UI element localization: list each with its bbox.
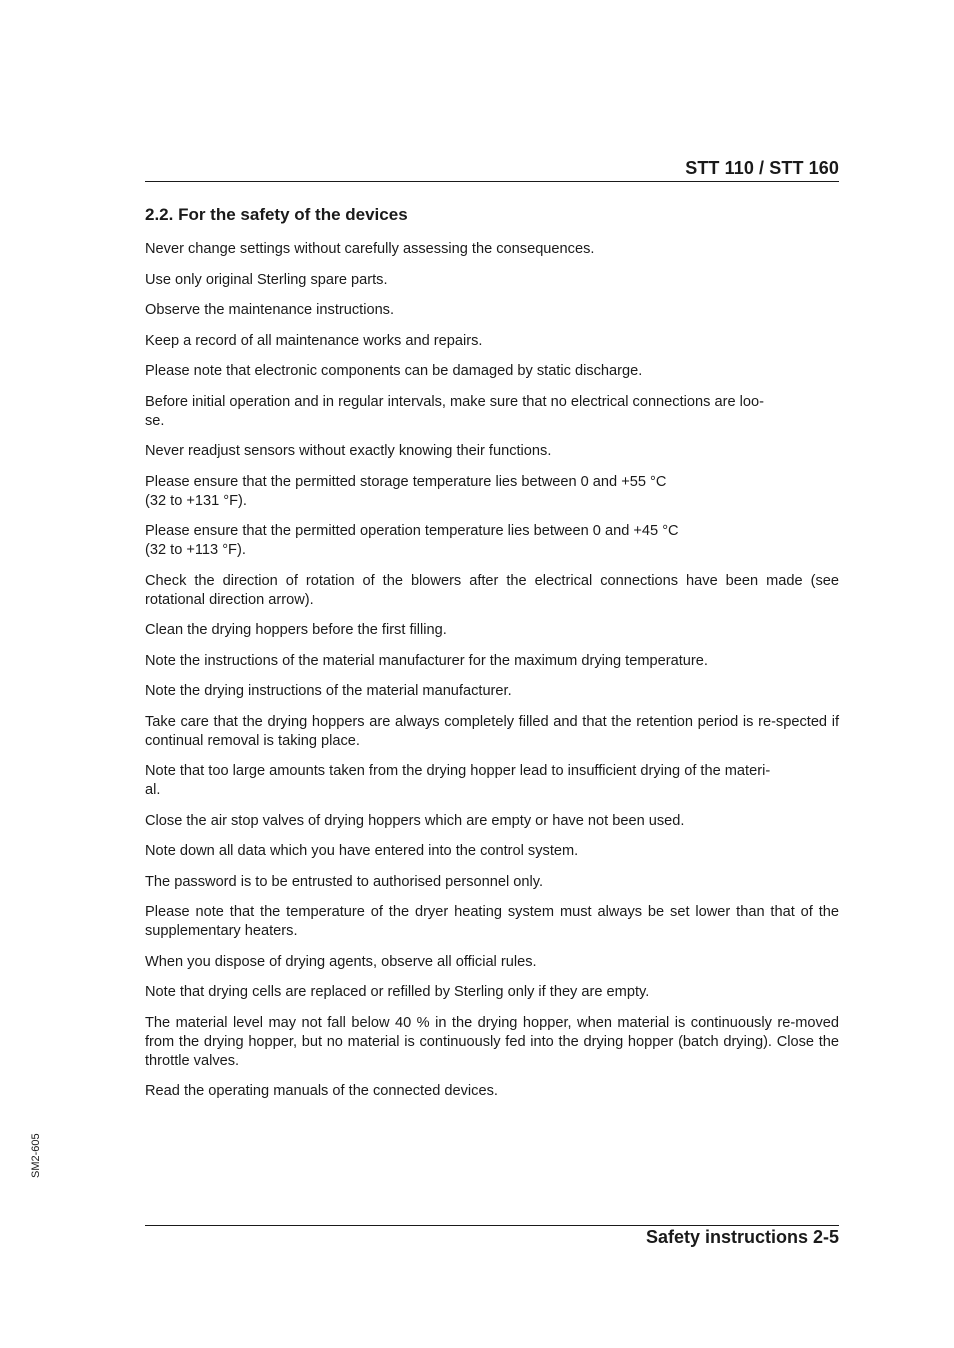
header-title: STT 110 / STT 160 (685, 158, 839, 178)
paragraph: Before initial operation and in regular intervals, make sure that no electrical connections are loo- se. (145, 393, 764, 429)
paragraph: The password is to be entrusted to authorised personnel only. (145, 873, 544, 890)
paragraph: When you dispose of drying agents, observe all official rules. (145, 953, 537, 970)
paragraph: Note down all data which you have entered into the control system. (145, 843, 579, 859)
paragraph: Note that too large amounts taken from the drying hopper lead to insufficient drying of the materi- al. (145, 763, 771, 798)
paragraph: The material level may not fall below 40 % in the drying hopper, when material is continuously re-moved from the drying hopper, but no material is continuously fed into the drying hopper (batch drying). Close the throttle valves. (145, 1014, 839, 1069)
paragraph: Never readjust sensors without exactly knowing their functions. (145, 443, 552, 459)
header-rule (145, 181, 839, 182)
paragraph: Note the drying instructions of the material manufacturer. (145, 683, 512, 699)
paragraph: Read the operating manuals of the connected devices. (145, 1083, 498, 1099)
paragraph: Use only original Sterling spare parts. (145, 271, 388, 288)
document-code: SM2-605 (30, 1133, 42, 1178)
paragraph: Note the instructions of the material manufacturer for the maximum drying temperature. (145, 652, 708, 669)
section-heading: 2.2. For the safety of the devices (145, 205, 408, 224)
paragraph: Take care that the drying hoppers are always completely filled and that the retention period is re-spected if continual removal is taking place. (145, 713, 839, 749)
paragraph: Clean the drying hoppers before the first filling. (145, 622, 447, 638)
paragraph: Please note that electronic components can be damaged by static discharge. (145, 363, 643, 379)
paragraph: Never change settings without carefully assessing the consequences. (145, 241, 595, 257)
section-body (145, 240, 839, 1113)
footer-title: Safety instructions 2-5 (645, 1227, 839, 1247)
paragraph: Keep a record of all maintenance works and repairs. (145, 332, 483, 349)
paragraph: Check the direction of rotation of the blowers after the electrical connections have been made (see rotational direction arrow). (145, 572, 839, 608)
paragraph: Close the air stop valves of drying hoppers which are empty or have not been used. (145, 812, 685, 829)
footer-rule (145, 1225, 839, 1226)
paragraph: Please ensure that the permitted operation temperature lies between 0 and +45 °C (32 to +113 °F). (145, 523, 679, 558)
paragraph: Note that drying cells are replaced or refilled by Sterling only if they are empty. (145, 984, 650, 1000)
paragraph: Observe the maintenance instructions. (145, 302, 395, 318)
paragraph: Please ensure that the permitted storage temperature lies between 0 and +55 °C (32 to +131 °F). (145, 473, 667, 509)
paragraph: Please note that the temperature of the dryer heating system must always be set lower than that of the supplementary heaters. (145, 904, 839, 939)
